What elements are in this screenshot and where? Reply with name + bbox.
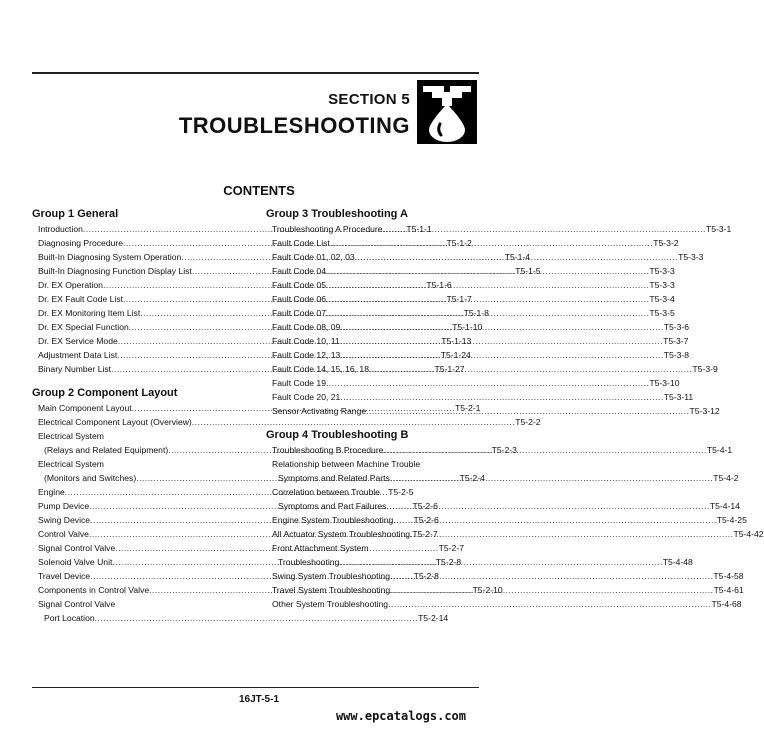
dot-leader — [386, 499, 709, 513]
toc-entry-text: Main Component Layout — [38, 403, 132, 413]
dot-leader — [326, 306, 649, 320]
dot-leader — [383, 222, 706, 236]
dot-leader — [393, 513, 716, 527]
toc-entry-page: T5-3-4 — [649, 294, 675, 304]
toc-entry[interactable] — [266, 278, 675, 292]
toc-entry-text: Fault Code 12, 13 — [272, 350, 341, 360]
toc-entry-text: Troubleshooting — [278, 557, 340, 567]
toc-entry[interactable] — [266, 569, 744, 583]
toc-entry[interactable] — [32, 457, 242, 471]
toc-entry-page: T5-2-2 — [515, 417, 541, 427]
oil-drop-icon — [417, 80, 477, 144]
toc-entry-text: Diagnosing Procedure — [38, 238, 124, 248]
toc-entry[interactable] — [266, 320, 690, 334]
toc-entry-page: T5-3-6 — [663, 322, 690, 332]
toc-group-title: Group 4 Troubleshooting B — [266, 429, 409, 441]
toc-group-title: Group 3 Troubleshooting A — [266, 208, 408, 220]
toc-entry-text: Correlation between Trouble — [272, 487, 380, 497]
toc-entry-text: Solenoid Valve Unit — [38, 557, 113, 567]
toc-entry-page: T5-1-2 — [446, 238, 472, 248]
toc-entry-text: Troubleshooting B Procedure — [272, 445, 384, 455]
toc-entry[interactable] — [32, 611, 449, 625]
toc-entry-text: Engine System Troubleshooting — [272, 515, 394, 525]
dot-leader — [355, 250, 678, 264]
toc-group-title: Group 1 General — [32, 208, 119, 220]
toc-entry-page: T5-2-5 — [388, 487, 414, 497]
toc-entry-page: T5-3-8 — [663, 350, 690, 360]
website-watermark: www.epcatalogs.com — [335, 709, 466, 723]
toc-entry-text: All Actuator System Troubleshooting — [272, 529, 411, 539]
dot-leader — [390, 569, 713, 583]
dot-leader — [330, 236, 653, 250]
toc-entry[interactable] — [32, 429, 242, 443]
toc-entry-page: T5-3-5 — [649, 308, 675, 318]
toc-entry-page: T5-1-6 — [426, 280, 452, 290]
toc-entry-text: Symptoms and Part Failures — [278, 501, 387, 511]
toc-entry[interactable] — [266, 597, 742, 611]
toc-entry[interactable] — [266, 376, 680, 390]
toc-entry-page: T5-2-7 — [412, 529, 438, 539]
toc-entry-text: Control Valve — [38, 529, 89, 539]
dot-leader — [390, 471, 713, 485]
toc-entry-page: T5-2-14 — [418, 613, 449, 623]
toc-entry-text: Fault Code 07 — [272, 308, 326, 318]
dot-leader — [388, 597, 711, 611]
toc-entry[interactable] — [266, 362, 718, 376]
dot-leader — [339, 555, 662, 569]
toc-entry-page: T5-1-4 — [504, 252, 531, 262]
toc-entry-page: T5-3-1 — [705, 224, 732, 234]
toc-entry-text: Fault Code 14, 15, 16, 18 — [272, 364, 369, 374]
dot-leader — [390, 583, 713, 597]
toc-entry-text: Fault Code 08, 09 — [272, 322, 341, 332]
toc-entry[interactable] — [266, 292, 675, 306]
dot-leader — [326, 264, 649, 278]
toc-entry-page: T5-2-3 — [491, 445, 517, 455]
toc-entry[interactable] — [266, 334, 689, 348]
toc-entry-page: T5-4-25 — [716, 515, 747, 525]
dot-leader — [326, 278, 649, 292]
toc-entry-text: Travel Device — [38, 571, 91, 581]
toc-entry-text: Engine — [38, 487, 65, 497]
toc-entry-text: (Relays and Related Equipment) — [44, 445, 169, 455]
toc-entry-text: Swing Device — [38, 515, 91, 525]
toc-entry-page: T5-1-13 — [441, 336, 472, 346]
toc-entry-text: Sensor Activating Range — [272, 406, 367, 416]
toc-entry-page: T5-1-7 — [446, 294, 472, 304]
toc-entry[interactable] — [266, 541, 476, 555]
toc-entry-page: T5-3-7 — [663, 336, 689, 346]
page-code: 16JT-5-1 — [238, 694, 280, 705]
toc-entry-page: T5-3-9 — [692, 364, 718, 374]
toc-entry-page: T5-1-1 — [406, 224, 432, 234]
toc-group-title: Group 2 Component Layout — [32, 387, 178, 399]
dot-leader — [326, 292, 649, 306]
toc-entry-text: Fault Code 05 — [272, 280, 326, 290]
toc-entry-text: Front Attachment System — [272, 543, 369, 553]
toc-entry-text: Adjustment Data List — [38, 350, 118, 360]
dot-leader — [340, 334, 663, 348]
toc-entry-text: Components in Control Valve — [38, 585, 150, 595]
toc-entry-page: T5-4-2 — [713, 473, 739, 483]
toc-entry-page: T5-2-8 — [435, 557, 462, 567]
toc-entry-text: Travel System Troubleshooting — [272, 585, 391, 595]
toc-entry[interactable] — [266, 306, 675, 320]
toc-entry-text: Fault Code 19 — [272, 378, 326, 388]
toc-entry-page: T5-4-68 — [711, 599, 742, 609]
toc-entry-page: T5-1-8 — [463, 308, 489, 318]
toc-entry-text: Fault Code List — [272, 238, 330, 248]
toc-entry[interactable] — [32, 597, 242, 611]
toc-entry-text: Dr. EX Fault Code List — [38, 294, 124, 304]
toc-entry[interactable] — [266, 527, 764, 541]
toc-entry[interactable] — [266, 222, 732, 236]
toc-entry[interactable] — [266, 485, 476, 499]
toc-entry[interactable] — [266, 236, 679, 250]
dot-leader — [326, 376, 649, 390]
toc-entry-page: T5-2-6 — [412, 501, 438, 511]
toc-entry-text: Electrical System — [38, 431, 104, 441]
dot-leader — [340, 390, 663, 404]
toc-entry-text: Fault Code 04 — [272, 266, 326, 276]
toc-entry-page: T5-3-3 — [649, 266, 675, 276]
contents-heading: CONTENTS — [223, 183, 295, 198]
toc-entry-page: T5-2-1 — [455, 403, 481, 413]
toc-entry[interactable] — [266, 499, 740, 513]
toc-entry-page: T5-4-48 — [662, 557, 693, 567]
toc-entry-page: T5-4-1 — [706, 445, 733, 455]
toc-entry-page: T5-3-11 — [663, 392, 694, 402]
toc-entry[interactable] — [266, 471, 739, 485]
toc-entry-text: Dr. EX Service Mode — [38, 336, 118, 346]
toc-entry-text: Electrical System — [38, 459, 104, 469]
toc-entry-text: Swing System Troubleshooting — [272, 571, 390, 581]
dot-leader — [369, 362, 692, 376]
toc-entry-page: T5-4-58 — [713, 571, 744, 581]
toc-entry-page: T5-3-10 — [649, 378, 680, 388]
dot-leader — [383, 443, 706, 457]
toc-entry[interactable] — [266, 348, 690, 362]
toc-entry-page: T5-2-8 — [413, 571, 439, 581]
toc-entry[interactable] — [266, 404, 720, 418]
toc-entry-page: T5-2-10 — [472, 585, 503, 595]
toc-entry-text: Binary Number List — [38, 364, 112, 374]
toc-entry-page: T5-2-4 — [459, 473, 485, 483]
header-rule — [32, 72, 479, 74]
toc-entry-text: Fault Code 06 — [272, 294, 326, 304]
toc-entry-text: Built-In Diagnosing Function Display List — [38, 266, 192, 276]
toc-entry-text: Introduction — [38, 224, 83, 234]
toc-entry-page: T5-3-3 — [678, 252, 704, 262]
toc-entry-text: Signal Control Valve — [38, 599, 116, 609]
toc-entry-page: T5-3-12 — [689, 406, 720, 416]
toc-entry-text: Fault Code 10, 11 — [272, 336, 340, 346]
toc-entry[interactable] — [266, 390, 694, 404]
toc-entry-text: Port Location — [44, 613, 95, 623]
toc-entry-text: Fault Code 01, 02, 03 — [272, 252, 355, 262]
toc-entry[interactable] — [266, 555, 693, 569]
toc-entry-text: Electrical Component Layout (Overview) — [38, 417, 192, 427]
toc-entry-page: T5-4-42 — [733, 529, 764, 539]
toc-entry[interactable] — [266, 457, 476, 471]
toc-entry-text: Pump Device — [38, 501, 90, 511]
toc-entry-text: Signal Control Valve — [38, 543, 116, 553]
toc-entry-text: Other System Troubleshooting — [272, 599, 389, 609]
toc-entry-page: T5-2-6 — [413, 515, 439, 525]
toc-entry-page: T5-4-61 — [713, 585, 744, 595]
toc-entry-page: T5-2-7 — [438, 543, 464, 553]
toc-entry-page: T5-4-14 — [709, 501, 740, 511]
dot-leader — [340, 348, 663, 362]
dot-leader — [410, 527, 733, 541]
section-title: TROUBLESHOOTING — [178, 113, 410, 138]
toc-entry[interactable] — [266, 513, 747, 527]
toc-entry-page: T5-1-24 — [440, 350, 471, 360]
section-number: SECTION 5 — [328, 91, 410, 108]
toc-entry[interactable] — [32, 415, 541, 429]
toc-entry-text: Dr. EX Monitoring Item List — [38, 308, 141, 318]
footer-rule — [32, 687, 479, 688]
toc-entry-text: Troubleshooting A Procedure — [272, 224, 383, 234]
toc-entry-page: T5-1-10 — [452, 322, 483, 332]
toc-entry-text: Built-In Diagnosing System Operation — [38, 252, 182, 262]
toc-entry-page: T5-3-2 — [653, 238, 679, 248]
toc-entry-text: Symptoms and Related Parts — [278, 473, 390, 483]
dot-leader — [366, 404, 689, 418]
toc-entry-text: Relationship between Machine Trouble — [272, 459, 421, 469]
toc-entry-text: (Monitors and Switches) — [44, 473, 137, 483]
toc-entry-text: Dr. EX Special Function — [38, 322, 129, 332]
toc-entry-text: Dr. EX Operation — [38, 280, 103, 290]
toc-entry-page: T5-1-27 — [434, 364, 465, 374]
toc-entry-text: Fault Code 20, 21 — [272, 392, 341, 402]
dot-leader — [340, 320, 663, 334]
toc-entry-page: T5-1-5 — [515, 266, 541, 276]
toc-entry-page: T5-3-3 — [649, 280, 675, 290]
